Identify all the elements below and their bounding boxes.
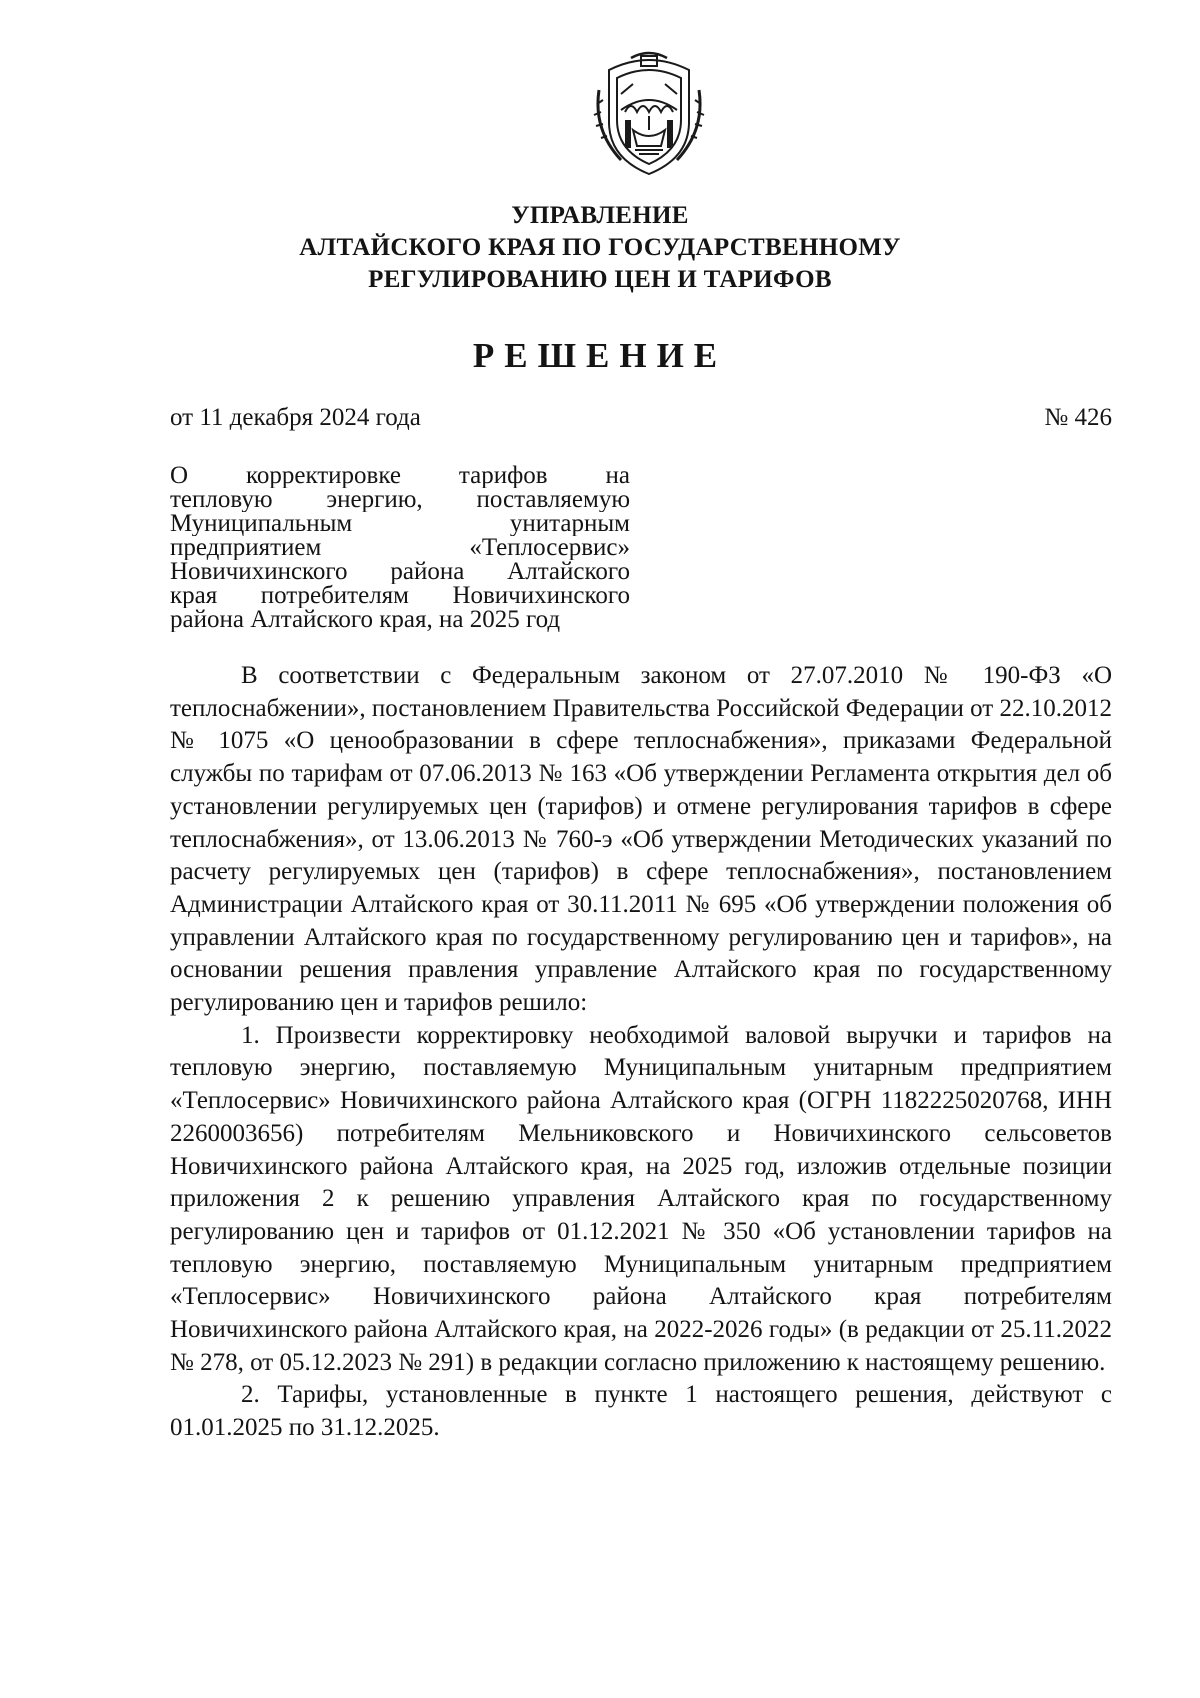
coat-of-arms-emblem xyxy=(591,50,707,180)
issuing-authority xyxy=(200,200,1000,296)
decision-body xyxy=(170,660,1112,1445)
authority-line-3: РЕГУЛИРОВАНИЮ ЦЕН И ТАРИФОВ xyxy=(368,266,832,293)
subject-line: Муниципальным унитарным xyxy=(170,512,630,536)
item-1-paragraph: 1. Произвести корректировку необходимой валовой выручки и тарифов на тепловую энергию, поставляемую Муниципальным унитарным предприятием «Теплосервис» Новичихинского района Алтайского края (ОГРН 1182225020768, ИНН 2260003656) потребителям Мельниковского и Новичихинского сельсоветов Новичихинского района Алтайского края, на 2025 год, изложив отдельные позиции приложения 2 к решению управления Алтайского края по государственному регулированию цен и тарифов от 01.12.2021 № 350 «Об установлении тарифов на тепловую энергию, поставляемую Муниципальным унитарным предприятием «Теплосервис» Новичихинского района Алтайского края потребителям Новичихинского района Алтайского края, на 2022-2026 годы» (в редакции от 25.11.2022 № 278, от 05.12.2023 № 291) в редакции согласно приложению к настоящему решению. xyxy=(170,1021,1112,1376)
document-type-title: РЕШЕНИЕ xyxy=(472,336,728,375)
authority-line-2: АЛТАЙСКОГО КРАЯ ПО ГОСУДАРСТВЕННОМУ xyxy=(299,234,901,261)
subject-line: района Алтайского края, на 2025 год xyxy=(170,608,561,632)
subject-line: края потребителям Новичихинского xyxy=(170,584,630,608)
authority-line-1: УПРАВЛЕНИЕ xyxy=(511,202,689,229)
subject-line: О корректировке тарифов на xyxy=(170,464,630,488)
subject-line: тепловую энергию, поставляемую xyxy=(170,488,630,512)
decision-number: № 426 xyxy=(1044,404,1112,431)
decision-date: от 11 декабря 2024 года xyxy=(170,404,421,431)
item-2-paragraph: 2. Тарифы, установленные в пункте 1 настоящего решения, действуют с 01.01.2025 по 31.12.2025. xyxy=(170,1381,1112,1442)
subject-line: Новичихинского района Алтайского xyxy=(170,560,630,584)
decision-subject xyxy=(170,464,630,632)
subject-line: предприятием «Теплосервис» xyxy=(170,536,630,560)
preamble-paragraph: В соответствии с Федеральным законом от 27.07.2010 № 190-ФЗ «О теплоснабжении», постановлением Правительства Российской Федерации от 22.10.2012 № 1075 «О ценообразовании в сфере теплоснабжения», приказами Федеральной службы по тарифам от 07.06.2013 № 163 «Об утверждении Регламента открытия дел об установлении регулируемых цен (тарифов) и отмене регулирования тарифов в сфере теплоснабжения», от 13.06.2013 № 760-э «Об утверждении Методических указаний по расчету регулируемых цен (тарифов) в сфере теплоснабжения», постановлением Администрации Алтайского края от 30.11.2011 № 695 «Об утверждении положения об управлении Алтайского края по государственному регулированию цен и тарифов», на основании решения правления управление Алтайского края по государственному регулированию цен и тарифов решило: xyxy=(170,662,1112,1017)
